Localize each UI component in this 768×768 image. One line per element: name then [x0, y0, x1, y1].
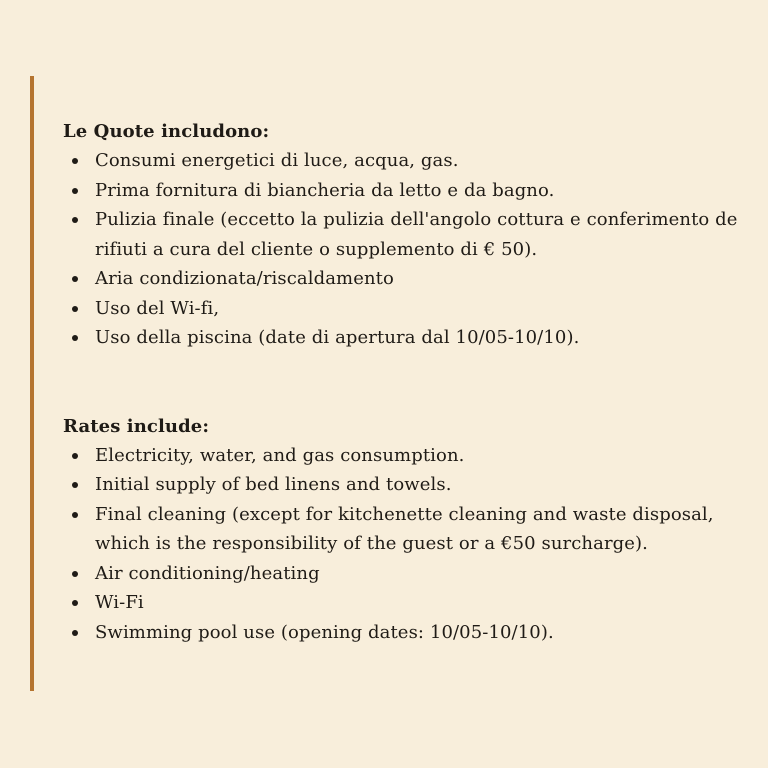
italian-section-title: Le Quote includono: — [63, 121, 270, 142]
list-item — [63, 470, 768, 500]
list-item-text: Uso del Wi-fi, — [95, 297, 220, 319]
list-item-text: Final cleaning (except for kitchenette cleaning and waste disposal, — [95, 503, 714, 525]
list-item — [63, 146, 768, 176]
list-item — [63, 176, 768, 206]
list-item — [63, 441, 768, 471]
list-item-text: Initial supply of bed linens and towels. — [95, 474, 452, 495]
italian-inclusions-list — [63, 146, 768, 353]
list-item-text: Wi-Fi — [95, 592, 144, 613]
section-spacer — [63, 353, 768, 413]
english-inclusions-list — [63, 441, 768, 648]
list-item — [63, 500, 768, 559]
accent-bar — [30, 76, 34, 691]
list-item-text-continued: rifiuti a cura del cliente o supplemento di € 50). — [95, 238, 538, 260]
list-item-text: Air conditioning/heating — [95, 562, 320, 584]
list-item-text: Uso della piscina (date di apertura dal 10/05-10/10). — [95, 327, 580, 348]
list-item — [63, 205, 768, 264]
english-section-title: Rates include: — [63, 415, 210, 437]
list-item-text: Prima fornitura di biancheria da letto e da bagno. — [95, 179, 555, 201]
list-item-text-continued: which is the responsibility of the guest or a €50 surcharge). — [95, 533, 648, 554]
rates-content — [63, 118, 768, 647]
list-item-text: Pulizia finale (eccetto la pulizia dell'angolo cottura e conferimento de — [95, 209, 738, 230]
list-item — [63, 618, 768, 648]
italian-section — [63, 118, 768, 353]
list-item — [63, 323, 768, 353]
list-item — [63, 588, 768, 618]
list-item-text: Electricity, water, and gas consumption. — [95, 444, 465, 466]
list-item-text: Swimming pool use (opening dates: 10/05-10/10). — [95, 621, 554, 643]
list-item — [63, 264, 768, 294]
list-item-text: Aria condizionata/riscaldamento — [95, 268, 394, 289]
list-item — [63, 294, 768, 324]
english-section — [63, 413, 768, 648]
list-item — [63, 559, 768, 589]
list-item-text: Consumi energetici di luce, acqua, gas. — [95, 150, 459, 171]
